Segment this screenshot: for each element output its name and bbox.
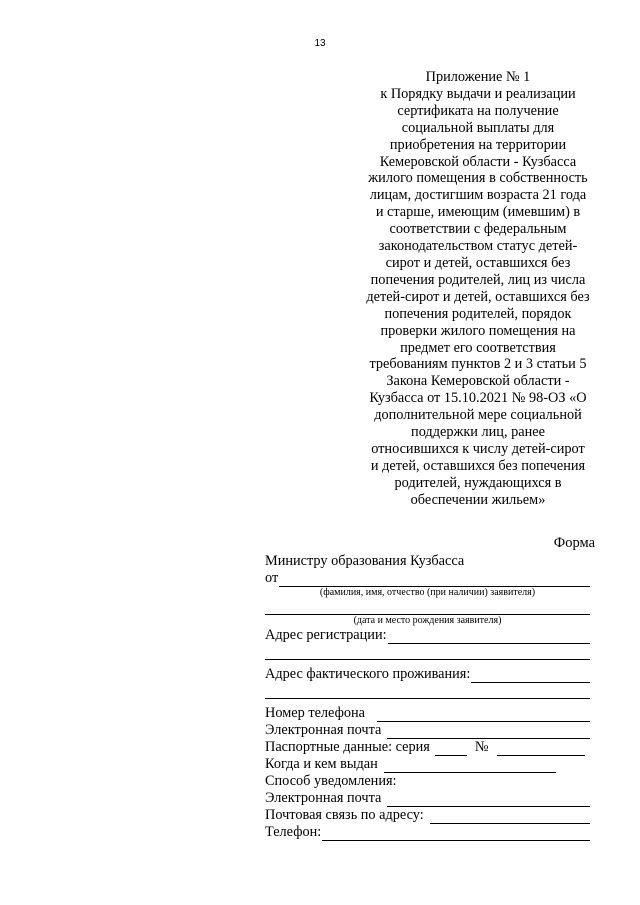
passport-series-line <box>435 742 467 756</box>
notify-row <box>265 773 590 790</box>
actual-address-extra-line <box>265 683 590 699</box>
appendix-line: и старше, имеющим (имевшим) в <box>375 204 581 221</box>
phone-line <box>377 708 590 722</box>
appendix-line: соответствии с федеральным <box>389 221 567 238</box>
issued-line <box>384 759 556 773</box>
appendix-line: лицам, достигшим возраста 21 года <box>369 187 587 204</box>
notify-phone-line <box>322 827 590 841</box>
appendix-line: законодательством статус детей- <box>378 238 578 255</box>
notify-post-label: Почтовая связь по адресу: <box>265 807 424 823</box>
notify-label: Способ уведомления: <box>265 773 397 789</box>
appendix-line: требованиям пунктов 2 и 3 статьи 5 <box>369 356 587 373</box>
registration-line <box>388 630 590 644</box>
appendix-line: попечения родителей, лиц из числа <box>370 271 586 288</box>
appendix-line: детей-сирот и детей, оставшихся без <box>366 288 590 305</box>
actual-address-line <box>471 669 590 683</box>
registration-extra-line <box>265 644 590 660</box>
issued-label: Когда и кем выдан <box>265 756 378 772</box>
email-row <box>265 722 590 739</box>
page-number: 13 <box>314 38 326 49</box>
passport-number-label: № <box>474 739 489 755</box>
registration-row <box>265 627 590 644</box>
appendix-line: социальной выплаты для <box>401 119 555 136</box>
appendix-line: Кемеровской области - Кузбасса <box>379 153 577 170</box>
applicant-name-caption: (фамилия, имя, отчество (при наличии) заявителя) <box>319 587 536 598</box>
phone-row <box>265 705 590 722</box>
applicant-name-line <box>279 573 590 587</box>
appendix-line: Закона Кемеровской области - <box>386 373 570 390</box>
application-form <box>265 553 590 841</box>
registration-label: Адрес регистрации: <box>265 627 387 643</box>
issued-row <box>265 756 590 773</box>
phone-label: Номер телефона <box>265 705 365 721</box>
appendix-line: сертификата на получение <box>397 102 559 119</box>
addressee-row <box>265 553 590 570</box>
appendix-line: поддержки лиц, ранее <box>411 424 545 441</box>
appendix-line: приобретения на территории <box>389 136 567 153</box>
appendix-line: Кузбасса от 15.10.2021 № 98-ОЗ «О <box>369 390 587 407</box>
appendix-line: жилого помещения в собственность <box>368 170 588 187</box>
passport-row <box>265 739 590 756</box>
passport-number-line <box>497 742 585 756</box>
actual-address-row <box>265 666 590 683</box>
notify-email-label: Электронная почта <box>265 790 382 806</box>
notify-post-line <box>430 810 590 824</box>
notify-phone-label: Телефон: <box>265 824 322 840</box>
notify-post-row <box>265 807 590 824</box>
from-label: от <box>265 570 279 586</box>
appendix-line: Приложение № 1 <box>425 69 531 85</box>
appendix-line: относившихся к числу детей-сирот <box>371 440 585 457</box>
notify-email-line <box>387 793 590 807</box>
appendix-line: и детей, оставшихся без попечения <box>370 457 586 474</box>
appendix-line: родителей, нуждающихся в <box>394 474 562 491</box>
passport-series-label: Паспортные данные: серия <box>265 739 430 755</box>
email-line <box>387 725 590 739</box>
form-label: Форма <box>553 535 595 551</box>
appendix-line: проверки жилого помещения на <box>380 322 576 339</box>
appendix-line: дополнительной мере социальной <box>374 407 582 424</box>
appendix-header <box>355 69 601 509</box>
actual-address-label: Адрес фактического проживания: <box>265 666 471 682</box>
appendix-line: сирот и детей, оставшихся без <box>385 254 571 271</box>
notify-email-row <box>265 790 590 807</box>
notify-phone-row <box>265 824 590 841</box>
email-label: Электронная почта <box>265 722 382 738</box>
appendix-line: предмет его соответствия <box>400 339 556 356</box>
appendix-line: к Порядку выдачи и реализации <box>380 85 576 102</box>
from-row <box>265 570 590 587</box>
appendix-line: попечения родителей, порядок <box>384 305 572 322</box>
addressee-label: Министру образования Кузбасса <box>265 553 465 569</box>
birth-line <box>265 599 590 615</box>
appendix-line: обеспечении жильем» <box>410 491 546 508</box>
birth-caption: (дата и место рождения заявителя) <box>353 615 502 626</box>
